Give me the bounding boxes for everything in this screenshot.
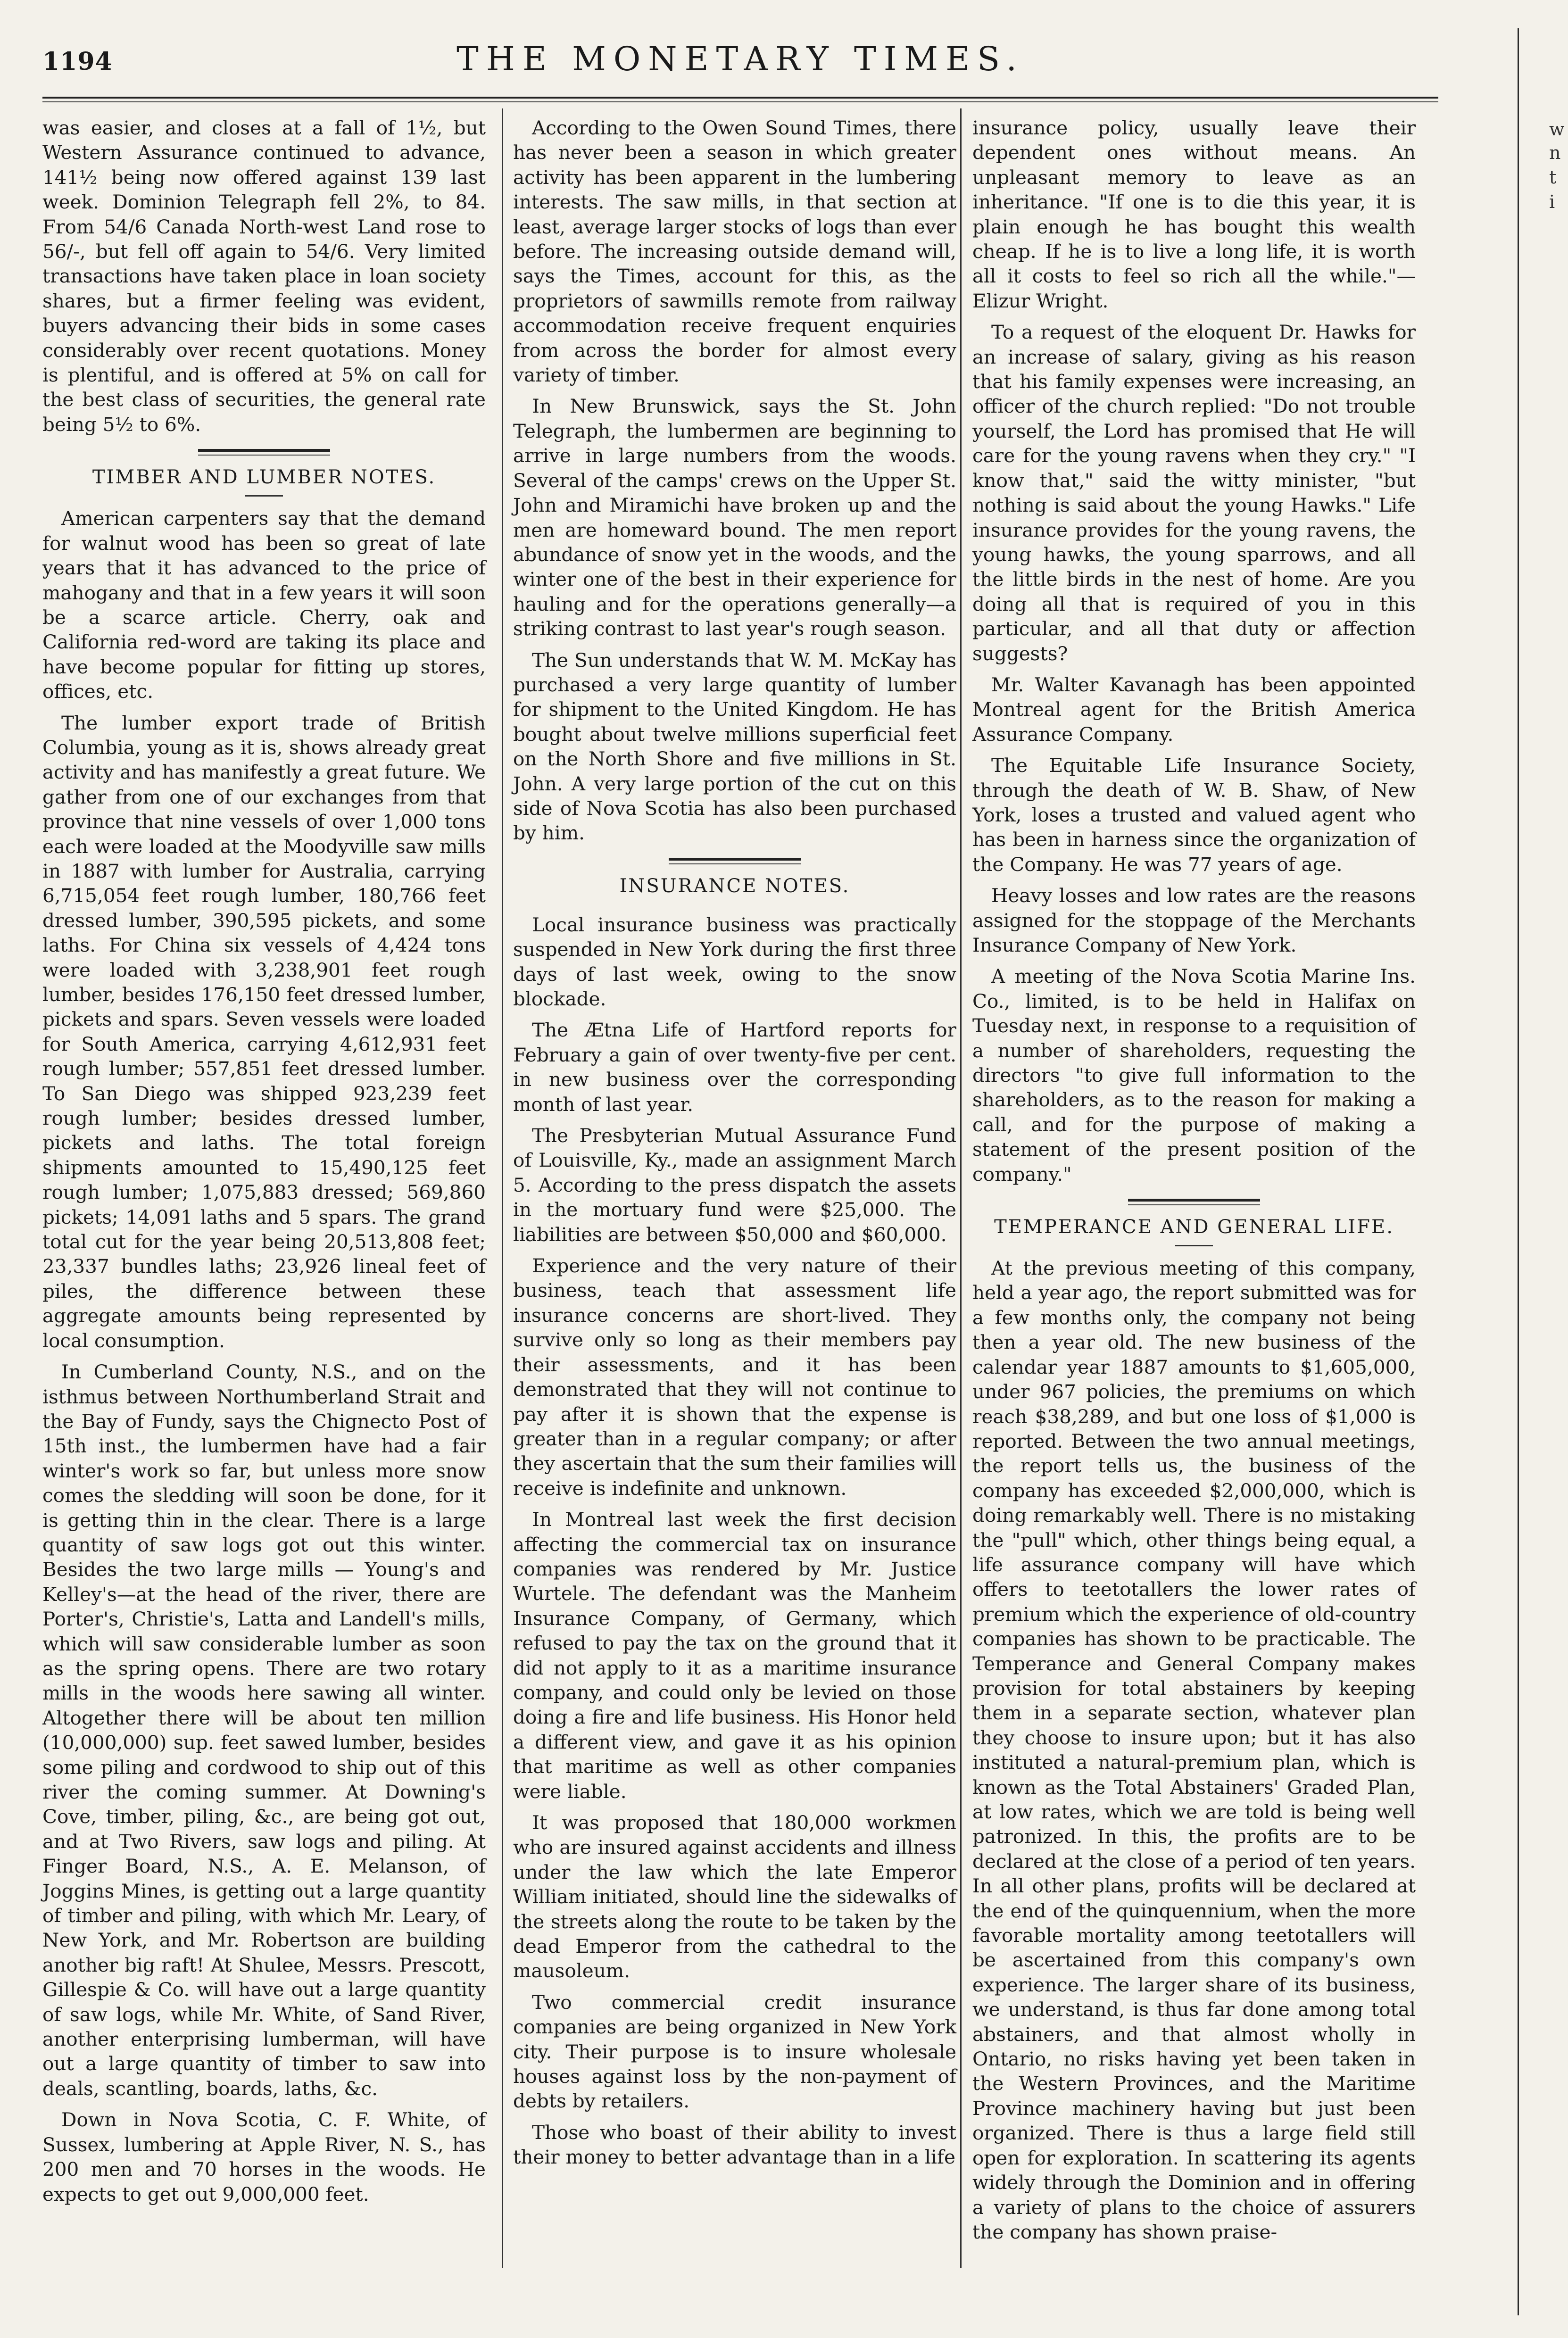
- section-separator: [198, 455, 330, 456]
- article-paragraph: Two commercial credit insurance companies are being organized in New York city. Their purpose is to insure wholesale houses against loss by the non-payment of debts by retailers.: [513, 1990, 956, 2113]
- column-3: [972, 116, 1416, 2251]
- masthead-title: THE MONETARY TIMES.: [456, 40, 1024, 78]
- heading-underline: [245, 495, 283, 497]
- section-separator: [669, 858, 801, 861]
- section-heading: INSURANCE NOTES.: [619, 875, 850, 897]
- article-paragraph: At the previous meeting of this company, held a year ago, the report submitted was for a few months only, the company not being then a year old. The new business of the calendar year 1887 amounts to $1,605,000, under 967 policies, the premiums on which reach $38,289, and but one loss of $1,000 is reported. Between the two annual meetings, the report tells us, the business of the company has exceeded $2,000,000, which is doing remarkably well. There is no mistaking the "pull" which, other things being equal, a life assurance company will have which offers to teetotallers the lower rates of premium which the experience of old-country companies has shown to be practicable. The Temperance and General Company makes provision for total abstainers by keeping them in a separate section, whatever plan they choose to insure upon; but it has also instituted a natural-premium plan, which is known as the Total Abstainers' Graded Plan, at low rates, which we are told is being well patronized. In this, the profits are to be declared at the close of a period of ten years. In all other plans, profits will be declared at the end of the quinquennium, when the more favorable mortality among teetotallers will be ascertained from this company's own experience. The larger share of its business, we understand, is thus far done among total abstainers, and that almost wholly in Ontario, no risks having yet been taken in the Western Provinces, and the Maritime Province machinery having but just been organized. There is thus a large field still open for exploration. In scattering its agents widely through the Dominion and in offering a variety of plans to the choice of assurers the company has shown praise-: [972, 1257, 1416, 2243]
- article-paragraph: Mr. Walter Kavanagh has been appointed Montreal agent for the British America Assurance Company.: [972, 673, 1416, 746]
- header-rule: [42, 97, 1438, 99]
- section-separator: [1128, 1199, 1260, 1202]
- article-paragraph: American carpenters say that the demand for walnut wood has been so great of late years that it has advanced to the price of mahogany and that in a few years it will soon be a scarce article. Cherry, oak and California red-word are taking its place and have become popular for fitting up stores, offices, etc.: [42, 507, 486, 703]
- page-edge-rule: [1518, 28, 1519, 2315]
- section-separator: [198, 449, 330, 452]
- page-header: [42, 19, 1438, 80]
- article-paragraph: The lumber export trade of British Columbia, young as it is, shows already great activity and has manifestly a great future. We gather from one of our exchanges from that province that nine vessels of over 1,000 tons each were loaded at the Moodyville saw mills in 1887 with lumber for Australia, carrying 6,715,054 feet rough lumber, 180,766 feet dressed lumber, 390,595 pickets, and some laths. For China six vessels of 4,424 tons were loaded with 3,238,901 feet rough lumber, besides 176,150 feet dressed lumber, pickets and spars. Seven vessels were loaded for South America, carrying 4,612,931 feet rough lumber; 557,851 feet dressed lumber. To San Diego was shipped 923,239 feet rough lumber; besides dressed lumber, pickets and laths. The total foreign shipments amounted to 15,490,125 feet rough lumber; 1,075,883 dressed; 569,860 pickets; 14,091 laths and 5 spars. The grand total cut for the year being 20,513,808 feet; 23,337 bundles laths; 23,926 lineal feet of piles, the difference between these aggregate amounts being represented by local consumption.: [42, 711, 486, 1352]
- article-paragraph: The Presbyterian Mutual Assurance Fund of Louisville, Ky., made an assignment March 5. According to the press dispatch the assets in the mortuary fund were $25,000. The liabilities are between $50,000 and $60,000.: [513, 1124, 956, 1246]
- article-paragraph: According to the Owen Sound Times, there has never been a season in which greater activity has been apparent in the lumbering interests. The saw mills, in that section at least, average larger stocks of logs than ever before. The increasing outside demand will, says the Times, account for this, as the proprietors of sawmills remote from railway accommodation receive frequent enquiries from across the border for almost every variety of timber.: [513, 116, 956, 387]
- column-divider: [960, 108, 962, 2268]
- article-paragraph: In Montreal last week the first decision affecting the commercial tax on insurance companies was rendered by Mr. Justice Wurtele. The defendant was the Manheim Insurance Company, of Germany, which refused to pay the tax on the ground that it did not apply to it as a maritime insurance company, and could only be levied on those doing a fire and life business. His Honor held a different view, and gave it as his opinion that maritime as well as other companies were liable.: [513, 1508, 956, 1803]
- column-divider: [502, 108, 503, 2268]
- article-paragraph: The Sun understands that W. M. McKay has purchased a very large quantity of lumber for shipment to the United Kingdom. He has bought about twelve millions superficial feet on the North Shore and five millions in St. John. A very large portion of the cut on this side of Nova Scotia has also been purchased by him.: [513, 648, 956, 845]
- article-paragraph: Those who boast of their ability to invest their money to better advantage than in a life: [513, 2121, 956, 2169]
- adjacent-page-fragment: t: [1549, 167, 1557, 188]
- article-paragraph: Heavy losses and low rates are the reasons assigned for the stoppage of the Merchants Insurance Company of New York.: [972, 884, 1416, 956]
- article-paragraph: In New Brunswick, says the St. John Telegraph, the lumbermen are beginning to arrive in large numbers from the woods. Several of the camps' crews on the Upper St. John and Miramichi have broken up and the men are homeward bound. The men report abundance of snow yet in the woods, and the winter one of the best in their experience for hauling and for the operations generally—a striking contrast to last year's rough season.: [513, 395, 956, 640]
- section-separator: [669, 863, 801, 864]
- article-paragraph: was easier, and closes at a fall of 1½, but Western Assurance continued to advance, 141½ being now offered against 139 last week. Dominion Telegraph fell 2%, to 84. From 54/6 Canada North-west Land rose to 56/-, but fell off again to 54/6. Very limited transactions have taken place in loan society shares, but a firmer feeling was evident, buyers advancing their bids in some cases considerably over recent quotations. Money is plentiful, and is offered at 5% on call for the best class of securities, the general rate being 5½ to 6%.: [42, 116, 486, 436]
- header-rule-thin: [42, 101, 1438, 102]
- adjacent-page-fragment: n: [1549, 142, 1561, 163]
- column-1: [42, 116, 486, 2213]
- article-paragraph: Local insurance business was practically suspended in New York during the first three days of last week, owing to the snow blockade.: [513, 913, 956, 1010]
- article-paragraph: It was proposed that 180,000 workmen who are insured against accidents and illness under the law which the late Emperor William initiated, should line the sidewalks of the streets along the route to be taken by the dead Emperor from the cathedral to the mausoleum.: [513, 1811, 956, 1982]
- article-paragraph: The Ætna Life of Hartford reports for February a gain of over twenty-five per cent. in new business over the corresponding month of last year.: [513, 1019, 956, 1116]
- section-heading: TEMPERANCE AND GENERAL LIFE.: [994, 1216, 1394, 1238]
- section-separator: [1128, 1204, 1260, 1205]
- adjacent-page-fragment: w: [1549, 119, 1565, 140]
- column-2: [513, 116, 956, 2176]
- article-paragraph: In Cumberland County, N.S., and on the isthmus between Northumberland Strait and the Bay of Fundy, says the Chignecto Post of 15th inst., the lumbermen have had a fair winter's work so far, but unless more snow comes the sledding will soon be done, for it is getting thin in the clear. There is a large quantity of saw logs got out this winter. Besides the two large mills — Young's and Kelley's—at the head of the river, there are Porter's, Christie's, Latta and Landell's mills, which will saw considerable lumber as soon as the spring opens. There are two rotary mills in the woods here sawing all winter. Altogether there will be about ten million (10,000,000) sup. feet sawed lumber, besides some piling and cordwood to ship out of this river the coming summer. At Downing's Cove, timber, piling, &c., are being got out, and at Two Rivers, saw logs and piling. At Finger Board, N.S., A. E. Melanson, of Joggins Mines, is getting out a large quantity of timber and piling, with which Mr. Leary, of New York, and Mr. Robertson are building another big raft! At Shulee, Messrs. Prescott, Gillespie & Co. will have out a large quantity of saw logs, while Mr. White, of Sand River, another enterprising lumberman, will have out a large quantity of timber to saw into deals, scantling, boards, laths, &c.: [42, 1360, 486, 2100]
- section-heading: TIMBER AND LUMBER NOTES.: [92, 466, 436, 489]
- heading-underline: [1175, 1245, 1213, 1246]
- page-number: 1194: [42, 47, 113, 76]
- article-paragraph: To a request of the eloquent Dr. Hawks for an increase of salary, giving as his reason that his family expenses were increasing, an officer of the church replied: "Do not trouble yourself, the Lord has promised that He will care for the young ravens when they cry." "I know that," said the witty minister, "but nothing is said about the young Hawks." Life insurance provides for the young ravens, the young hawks, the young sparrows, and all the little birds in the nest of home. Are you doing all that is required of you in this particular, and all that duty or affection suggests?: [972, 321, 1416, 665]
- adjacent-page-fragment: i: [1549, 191, 1555, 212]
- article-paragraph: Down in Nova Scotia, C. F. White, of Sussex, lumbering at Apple River, N. S., has 200 men and 70 horses in the woods. He expects to get out 9,000,000 feet.: [42, 2108, 486, 2205]
- article-paragraph: insurance policy, usually leave their dependent ones without means. An unpleasant memory to leave as an inheritance. "If one is to die this year, it is plain enough he has bought this wealth cheap. If he is to live a long life, it is worth all it costs to feel so rich all the while."—Elizur Wright.: [972, 116, 1416, 312]
- article-paragraph: Experience and the very nature of their business, teach that assessment life insurance concerns are short-lived. They survive only so long as their members pay their assessments, and it has been demonstrated that they will not continue to pay after it is shown that the expense is greater than in a regular company; or after they ascertain that the sum their families will receive is indefinite and unknown.: [513, 1254, 956, 1500]
- article-paragraph: A meeting of the Nova Scotia Marine Ins. Co., limited, is to be held in Halifax on Tuesday next, in response to a requisition of a number of shareholders, requesting the directors "to give full information to the shareholders, as to the reason for making a call, and for the purpose of making a statement of the present position of the company.": [972, 965, 1416, 1186]
- article-paragraph: The Equitable Life Insurance Society, through the death of W. B. Shaw, of New York, loses a trusted and valued agent who has been in harness since the organization of the Company. He was 77 years of age.: [972, 754, 1416, 876]
